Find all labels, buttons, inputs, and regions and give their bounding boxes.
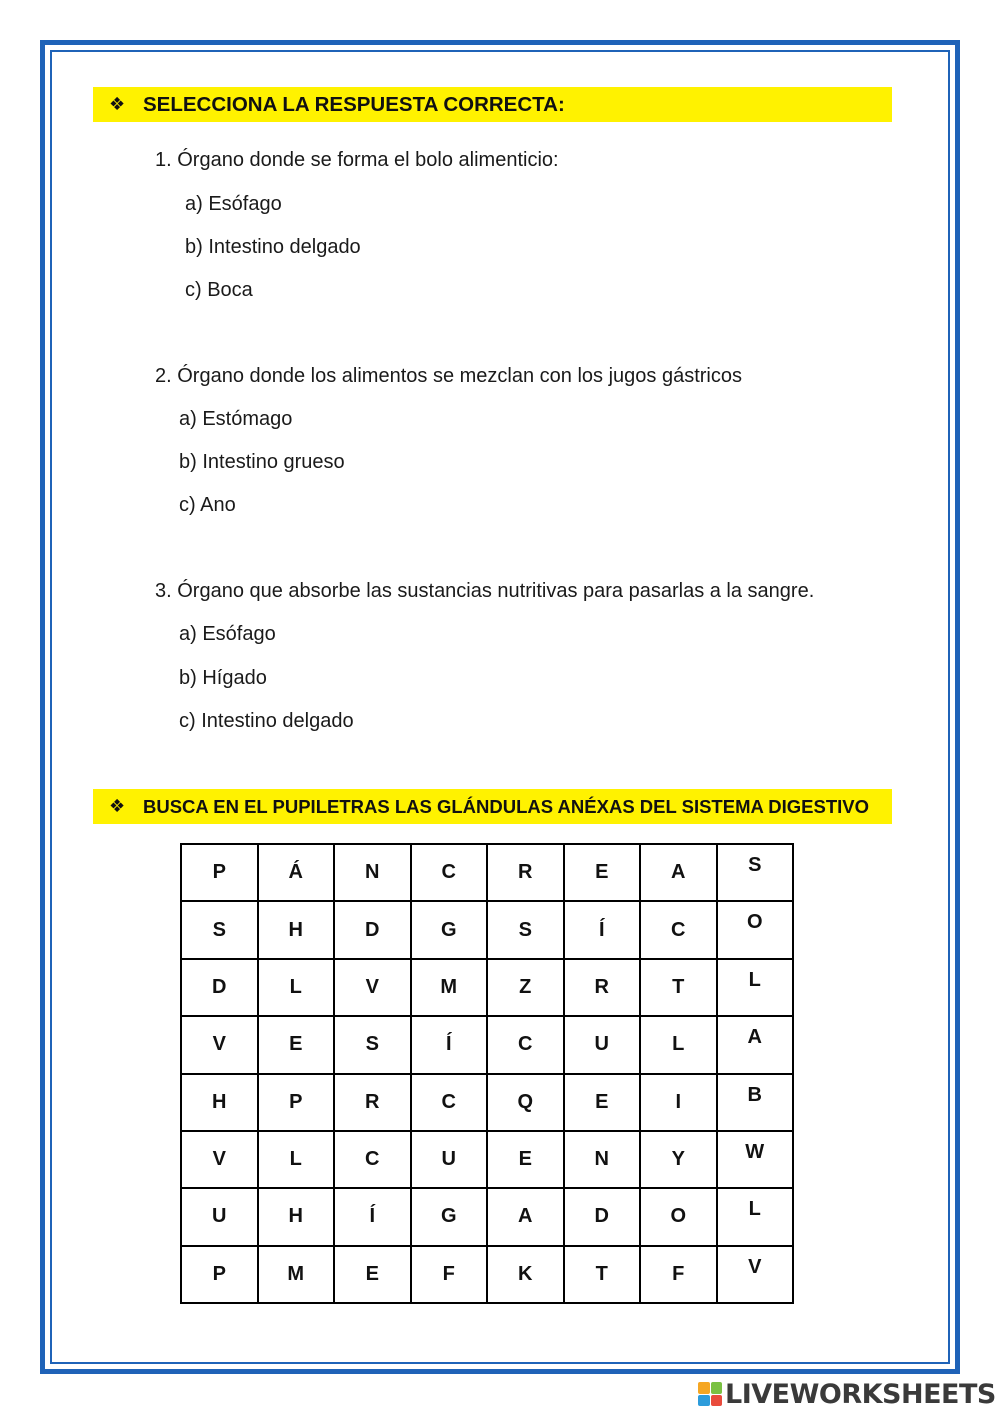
grid-cell[interactable]: C bbox=[412, 1075, 489, 1132]
question-2-option-b[interactable]: b) Intestino grueso bbox=[179, 451, 345, 473]
question-1-option-b[interactable]: b) Intestino delgado bbox=[185, 236, 361, 258]
section2-title: BUSCA EN EL PUPILETRAS LAS GLÁNDULAS ANÉXAS DEL SISTEMA DIGESTIVO bbox=[143, 795, 870, 817]
grid-cell[interactable]: Í bbox=[412, 1017, 489, 1074]
grid-cell[interactable]: M bbox=[412, 960, 489, 1017]
grid-cell[interactable]: V bbox=[718, 1247, 795, 1304]
grid-cell[interactable]: S bbox=[335, 1017, 412, 1074]
question-2-option-c[interactable]: c) Ano bbox=[179, 494, 236, 516]
grid-cell[interactable]: L bbox=[259, 1132, 336, 1189]
grid-cell[interactable]: Y bbox=[641, 1132, 718, 1189]
brand-name: LIVEWORKSHEETS bbox=[725, 1378, 996, 1410]
logo-tile bbox=[711, 1395, 723, 1407]
grid-cell[interactable]: P bbox=[259, 1075, 336, 1132]
grid-cell[interactable]: R bbox=[565, 960, 642, 1017]
question-3-option-a[interactable]: a) Esófago bbox=[179, 623, 276, 645]
grid-cell[interactable]: C bbox=[412, 845, 489, 902]
grid-cell[interactable]: D bbox=[335, 902, 412, 959]
grid-cell[interactable]: S bbox=[182, 902, 259, 959]
grid-cell[interactable]: H bbox=[259, 1189, 336, 1246]
grid-cell[interactable]: C bbox=[488, 1017, 565, 1074]
grid-cell[interactable]: Í bbox=[335, 1189, 412, 1246]
grid-cell[interactable]: E bbox=[335, 1247, 412, 1304]
question-2: 2. Órgano donde los alimentos se mezclan con los jugos gástricos bbox=[155, 365, 742, 387]
grid-cell[interactable]: U bbox=[565, 1017, 642, 1074]
grid-cell[interactable]: Á bbox=[259, 845, 336, 902]
section2-banner bbox=[93, 789, 892, 824]
grid-cell[interactable]: U bbox=[182, 1189, 259, 1246]
grid-cell[interactable]: U bbox=[412, 1132, 489, 1189]
grid-cell[interactable]: D bbox=[565, 1189, 642, 1246]
word-search-grid bbox=[180, 843, 794, 1304]
grid-cell[interactable]: L bbox=[641, 1017, 718, 1074]
grid-cell[interactable]: T bbox=[565, 1247, 642, 1304]
diamond-bullet-icon: ❖ bbox=[109, 94, 126, 114]
grid-cell[interactable]: E bbox=[259, 1017, 336, 1074]
grid-cell[interactable]: N bbox=[565, 1132, 642, 1189]
question-1: 1. Órgano donde se forma el bolo alimenticio: bbox=[155, 149, 559, 171]
grid-cell[interactable]: R bbox=[335, 1075, 412, 1132]
grid-cell[interactable]: L bbox=[259, 960, 336, 1017]
grid-cell[interactable]: E bbox=[488, 1132, 565, 1189]
grid-cell[interactable]: M bbox=[259, 1247, 336, 1304]
grid-cell[interactable]: C bbox=[641, 902, 718, 959]
grid-cell[interactable]: D bbox=[182, 960, 259, 1017]
grid-cell[interactable]: R bbox=[488, 845, 565, 902]
grid-cell[interactable]: O bbox=[718, 902, 795, 959]
grid-cell[interactable]: G bbox=[412, 1189, 489, 1246]
grid-cell[interactable]: E bbox=[565, 845, 642, 902]
grid-cell[interactable]: S bbox=[718, 845, 795, 902]
grid-cell[interactable]: A bbox=[488, 1189, 565, 1246]
grid-cell[interactable]: N bbox=[335, 845, 412, 902]
grid-cell[interactable]: K bbox=[488, 1247, 565, 1304]
grid-cell[interactable]: A bbox=[718, 1017, 795, 1074]
logo-tile bbox=[698, 1395, 710, 1407]
grid-cell[interactable]: G bbox=[412, 902, 489, 959]
question-1-option-a[interactable]: a) Esófago bbox=[185, 193, 282, 215]
grid-cell[interactable]: E bbox=[565, 1075, 642, 1132]
grid-cell[interactable]: V bbox=[182, 1132, 259, 1189]
liveworksheets-logo[interactable] bbox=[698, 1378, 996, 1410]
grid-cell[interactable]: H bbox=[259, 902, 336, 959]
grid-cell[interactable]: L bbox=[718, 1189, 795, 1246]
grid-cell[interactable]: H bbox=[182, 1075, 259, 1132]
question-3: 3. Órgano que absorbe las sustancias nutritivas para pasarlas a la sangre. bbox=[155, 580, 815, 602]
grid-cell[interactable]: Í bbox=[565, 902, 642, 959]
grid-cell[interactable]: P bbox=[182, 1247, 259, 1304]
grid-cell[interactable]: I bbox=[641, 1075, 718, 1132]
section1-banner bbox=[93, 87, 892, 122]
grid-cell[interactable]: S bbox=[488, 902, 565, 959]
grid-cell[interactable]: L bbox=[718, 960, 795, 1017]
grid-cell[interactable]: V bbox=[182, 1017, 259, 1074]
logo-tile bbox=[711, 1382, 723, 1394]
liveworksheets-logo-icon bbox=[698, 1382, 722, 1406]
grid-cell[interactable]: V bbox=[335, 960, 412, 1017]
question-2-option-a[interactable]: a) Estómago bbox=[179, 408, 293, 430]
section1-title: SELECCIONA LA RESPUESTA CORRECTA: bbox=[143, 92, 565, 116]
question-3-option-b[interactable]: b) Hígado bbox=[179, 667, 267, 689]
logo-tile bbox=[698, 1382, 710, 1394]
grid-cell[interactable]: P bbox=[182, 845, 259, 902]
grid-cell[interactable]: F bbox=[412, 1247, 489, 1304]
grid-cell[interactable]: O bbox=[641, 1189, 718, 1246]
grid-cell[interactable]: C bbox=[335, 1132, 412, 1189]
grid-cell[interactable]: Q bbox=[488, 1075, 565, 1132]
question-3-option-c[interactable]: c) Intestino delgado bbox=[179, 710, 354, 732]
grid-cell[interactable]: F bbox=[641, 1247, 718, 1304]
grid-cell[interactable]: B bbox=[718, 1075, 795, 1132]
grid-cell[interactable]: W bbox=[718, 1132, 795, 1189]
grid-cell[interactable]: T bbox=[641, 960, 718, 1017]
grid-cell[interactable]: A bbox=[641, 845, 718, 902]
question-1-option-c[interactable]: c) Boca bbox=[185, 279, 253, 301]
grid-cell[interactable]: Z bbox=[488, 960, 565, 1017]
diamond-bullet-icon: ❖ bbox=[109, 796, 126, 816]
